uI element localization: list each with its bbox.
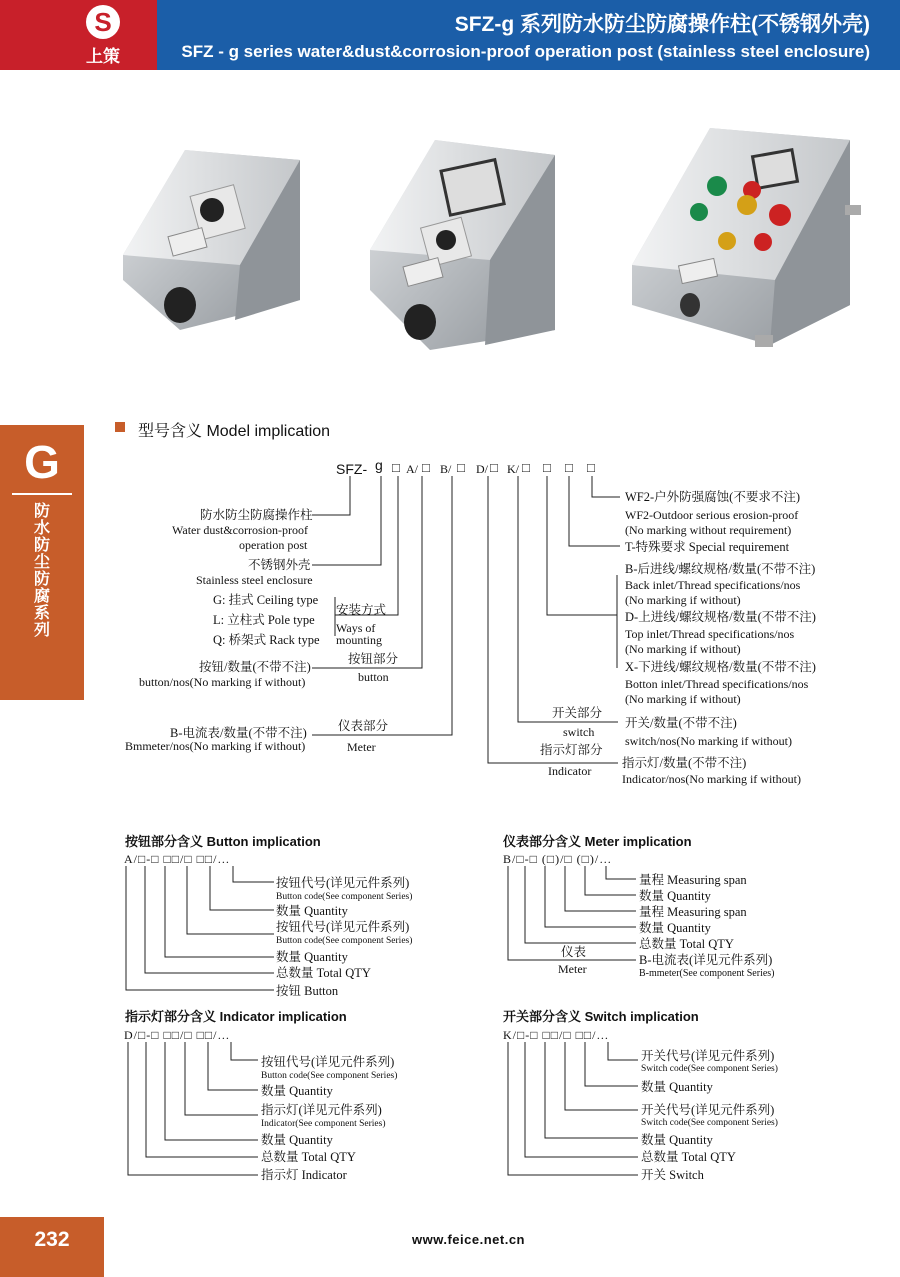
indicator-impl-l6: 指示灯 Indicator <box>261 1168 347 1182</box>
side-tab-label: 防水防尘防腐系列 <box>33 503 50 639</box>
code-box-4: □ <box>490 460 498 475</box>
meter-impl-title: 仪表部分含义 Meter implication <box>503 834 692 849</box>
meter-impl-meter-en: Meter <box>558 962 587 976</box>
bottom-inlet-en-2: (No marking if without) <box>625 692 741 706</box>
meter-impl-l6a: B-电流表(详见元件系列) <box>639 953 773 967</box>
top-inlet-cn: D-上进线/螺纹规格/数量(不带不注) <box>625 610 816 624</box>
button-impl-l1b: Button code(See component Series) <box>276 892 413 902</box>
stainless-en: Stainless steel enclosure <box>196 573 313 587</box>
model-section-title: 型号含义 Model implication <box>138 423 331 440</box>
meter-impl-l2: 数量 Quantity <box>639 889 711 903</box>
wf2-en-1: WF2-Outdoor serious erosion-proof <box>625 508 799 522</box>
switch-impl-l3a: 开关代号(详见元件系列) <box>641 1103 775 1117</box>
svg-text:S: S <box>94 7 112 37</box>
mount-en-1: Ways of <box>336 621 376 635</box>
button-part-en: button <box>358 670 389 684</box>
wf2-en-2: (No marking without requirement) <box>625 523 792 537</box>
indicator-part-en: Indicator <box>548 764 592 778</box>
button-impl-l2: 数量 Quantity <box>276 904 348 918</box>
switch-impl-l1a: 开关代号(详见元件系列) <box>641 1049 775 1063</box>
switch-nos-cn: 开关/数量(不带不注) <box>625 716 737 730</box>
stainless-cn: 不锈钢外壳 <box>248 558 311 572</box>
switch-impl-l1b: Switch code(See component Series) <box>641 1064 778 1074</box>
code-g: g <box>375 457 383 473</box>
series-en-1: Water dust&corrosion-proof <box>172 523 308 537</box>
button-left-en: button/nos(No marking if without) <box>139 675 306 689</box>
mount-cn: 安装方式 <box>336 603 387 617</box>
series-en-2: operation post <box>239 538 308 552</box>
meter-impl-l5: 总数量 Total QTY <box>639 937 734 951</box>
switch-impl-l2: 数量 Quantity <box>641 1080 713 1094</box>
switch-impl-l3b: Switch code(See component Series) <box>641 1118 778 1128</box>
code-d: D/ <box>476 462 488 476</box>
button-left-cn: 按钮/数量(不带不注) <box>199 660 311 674</box>
bottom-inlet-en-1: Botton inlet/Thread specifications/nos <box>625 677 809 691</box>
button-impl-l1a: 按钮代号(详见元件系列) <box>276 876 410 890</box>
code-k: K/ <box>507 462 519 476</box>
button-part-cn: 按钮部分 <box>348 652 399 666</box>
button-impl-title: 按钮部分含义 Button implication <box>125 834 321 849</box>
code-box-3: □ <box>457 460 465 475</box>
indicator-impl-l2: 数量 Quantity <box>261 1084 333 1098</box>
indicator-impl-l1a: 按钮代号(详见元件系列) <box>261 1055 395 1069</box>
code-a: A/ <box>406 462 418 476</box>
switch-impl-l4: 数量 Quantity <box>641 1133 713 1147</box>
indicator-impl-code: D/□-□ □□/□ □□/… <box>124 1028 231 1042</box>
button-impl-l6: 按钮 Button <box>276 984 339 998</box>
top-inlet-en-2: (No marking if without) <box>625 642 741 656</box>
meter-part-cn: 仪表部分 <box>338 719 389 733</box>
code-box-8: □ <box>587 460 595 475</box>
switch-nos-en: switch/nos(No marking if without) <box>625 734 792 748</box>
bottom-inlet-cn: X-下进线/螺纹规格/数量(不带不注) <box>625 660 816 674</box>
code-box-6: □ <box>543 460 551 475</box>
mount-en-2: mounting <box>336 633 383 647</box>
indicator-part-cn: 指示灯部分 <box>540 743 603 757</box>
button-impl-code: A/□-□ □□/□ □□/… <box>124 852 231 866</box>
switch-impl-code: K/□-□ □□/□ □□/… <box>503 1028 610 1042</box>
meter-impl-l6b: B-mmeter(See component Series) <box>639 968 775 979</box>
button-impl-l3a: 按钮代号(详见元件系列) <box>276 920 410 934</box>
code-box-2: □ <box>422 460 430 475</box>
button-impl-l5: 总数量 Total QTY <box>276 966 371 980</box>
meter-left-en: Bmmeter/nos(No marking if without) <box>125 739 306 753</box>
meter-impl-meter-cn: 仪表 <box>561 945 587 959</box>
top-inlet-en-1: Top inlet/Thread specifications/nos <box>625 627 795 641</box>
indicator-impl-l4: 数量 Quantity <box>261 1133 333 1147</box>
code-box-1: □ <box>392 460 400 475</box>
button-impl-l3b: Button code(See component Series) <box>276 936 413 946</box>
indicator-nos-en: Indicator/nos(No marking if without) <box>622 772 801 786</box>
switch-impl-title: 开关部分含义 Switch implication <box>503 1009 699 1024</box>
page-title-en: SFZ - g series water&dust&corrosion-proof operation post (stainless steel enclosure) <box>181 42 870 61</box>
svg-text:上策: 上策 <box>86 47 120 67</box>
code-prefix: SFZ- <box>336 461 368 477</box>
switch-impl-l6: 开关 Switch <box>641 1168 704 1182</box>
indicator-impl-l3b: Indicator(See component Series) <box>261 1119 386 1129</box>
mount-g: G: 挂式 Ceiling type <box>213 593 319 607</box>
meter-impl-l4: 数量 Quantity <box>639 921 711 935</box>
meter-impl-l1: 量程 Measuring span <box>639 873 747 887</box>
series-cn: 防水防尘防腐操作柱 <box>200 508 313 522</box>
back-inlet-cn: B-后进线/螺纹规格/数量(不带不注) <box>625 562 816 576</box>
page-title-cn: SFZ-g 系列防水防尘防腐操作柱(不锈钢外壳) <box>454 13 870 36</box>
code-box-7: □ <box>565 460 573 475</box>
mount-q: Q: 桥架式 Rack type <box>213 633 320 647</box>
button-impl-l4: 数量 Quantity <box>276 950 348 964</box>
meter-left-cn: B-电流表/数量(不带不注) <box>170 726 307 740</box>
meter-part-en: Meter <box>347 740 376 754</box>
special-req: T-特殊要求 Special requirement <box>625 540 790 554</box>
code-box-5: □ <box>522 460 530 475</box>
back-inlet-en-2: (No marking if without) <box>625 593 741 607</box>
indicator-impl-l5: 总数量 Total QTY <box>261 1150 356 1164</box>
indicator-impl-l1b: Button code(See component Series) <box>261 1071 398 1081</box>
indicator-nos-cn: 指示灯/数量(不带不注) <box>622 756 747 770</box>
page-number: 232 <box>0 1217 104 1277</box>
indicator-impl-l3a: 指示灯(详见元件系列) <box>261 1103 382 1117</box>
side-tab-letter: G <box>24 436 60 488</box>
code-b: B/ <box>440 462 452 476</box>
indicator-impl-title: 指示灯部分含义 Indicator implication <box>125 1009 347 1024</box>
switch-part-en: switch <box>563 725 595 739</box>
wf2-cn: WF2-户外防强腐蚀(不要求不注) <box>625 490 800 504</box>
website-link[interactable]: www.feice.net.cn <box>412 1232 525 1247</box>
switch-part-cn: 开关部分 <box>552 706 603 720</box>
meter-impl-code: B/□-□ (□)/□ (□)/… <box>503 852 613 866</box>
back-inlet-en-1: Back inlet/Thread specifications/nos <box>625 578 801 592</box>
switch-impl-l5: 总数量 Total QTY <box>641 1150 736 1164</box>
meter-impl-l3: 量程 Measuring span <box>639 905 747 919</box>
mount-l: L: 立柱式 Pole type <box>213 613 315 627</box>
